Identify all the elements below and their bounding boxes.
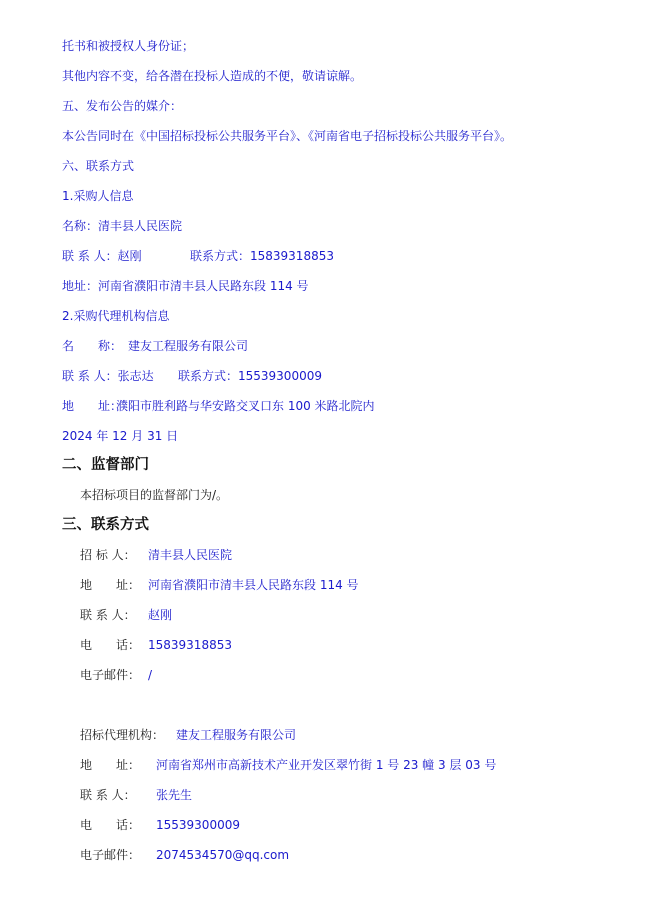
agency-block-name-label: 招标代理机构：: [80, 728, 165, 742]
agency-address-label: 地 址：: [62, 399, 123, 413]
agency-block-phone: 15539300009: [156, 818, 240, 832]
agency-phone: 联系方式：15539300009: [178, 369, 322, 383]
contact-heading: 六、联系方式: [62, 159, 135, 173]
agency-block-address-row: [80, 757, 540, 773]
supervision-text: 本招标项目的监督部门为/。: [80, 488, 229, 502]
purchaser-contact-row: [62, 248, 362, 264]
agency-address-row: [62, 398, 462, 414]
tenderer-address: 河南省濮阳市清丰县人民路东段 114 号: [148, 578, 359, 592]
tenderer-contact-row: [80, 607, 380, 623]
tenderer-email-label: 电子邮件：: [80, 668, 141, 682]
tenderer-phone-label: 电 话：: [80, 638, 141, 652]
agency-block-address-label: 地 址：: [80, 758, 141, 772]
agency-block-name-row: [80, 727, 400, 743]
purchaser-name: 名称：清丰县人民医院: [62, 219, 183, 233]
purchaser-heading: 1.采购人信息: [62, 189, 134, 203]
agency-block-email[interactable]: 2074534570@qq.com: [156, 848, 290, 862]
agency-contact: 联 系 人：张志达: [62, 369, 154, 383]
agency-block-email-row: [80, 847, 380, 863]
purchaser-contact: 联 系 人：赵刚: [62, 249, 142, 263]
agency-block-contact-row: [80, 787, 380, 803]
agency-name-label: 名 称：: [62, 339, 123, 353]
tenderer-email-row: [80, 667, 380, 683]
agency-name: 建友工程服务有限公司: [128, 339, 249, 353]
tenderer-contact: 赵刚: [148, 608, 173, 622]
announcement-date: 2024 年 12 月 31 日: [62, 429, 179, 443]
purchaser-address: 地址：河南省濮阳市清丰县人民路东段 114 号: [62, 279, 309, 293]
tenderer-name-label: 招 标 人：: [80, 548, 136, 562]
agency-block-email-label: 电子邮件：: [80, 848, 141, 862]
authorization-line: 托书和被授权人身份证；: [62, 39, 195, 53]
agency-block-name: 建友工程服务有限公司: [176, 728, 297, 742]
tenderer-contact-label: 联 系 人：: [80, 608, 136, 622]
supervision-heading: 二、监督部门: [62, 457, 149, 473]
contacts-heading: 三、联系方式: [62, 517, 149, 533]
agency-heading: 2.采购代理机构信息: [62, 309, 170, 323]
tenderer-address-row: [80, 577, 400, 593]
agency-block-contact-label: 联 系 人：: [80, 788, 136, 802]
agency-address: 濮阳市胜利路与华安路交叉口东 100 米路北院内: [116, 399, 375, 413]
agency-block-address: 河南省郑州市高新技术产业开发区翠竹街 1 号 23 幢 3 层 03 号: [156, 758, 497, 772]
other-content-line: 其他内容不变，给各潜在投标人造成的不便，敬请谅解。: [62, 69, 363, 83]
tenderer-address-label: 地 址：: [80, 578, 141, 592]
tenderer-email: /: [148, 668, 153, 682]
tenderer-phone: 15839318853: [148, 638, 232, 652]
media-text: 本公告同时在《中国招标投标公共服务平台》、《河南省电子招标投标公共服务平台》。: [62, 129, 513, 143]
agency-contact-row: [62, 368, 362, 384]
agency-block-contact: 张先生: [156, 788, 193, 802]
tenderer-name-row: [80, 547, 380, 563]
agency-block-phone-row: [80, 817, 380, 833]
purchaser-phone: 联系方式：15839318853: [190, 249, 334, 263]
agency-block-phone-label: 电 话：: [80, 818, 141, 832]
agency-name-row: [62, 338, 362, 354]
tenderer-phone-row: [80, 637, 380, 653]
tenderer-name: 清丰县人民医院: [148, 548, 233, 562]
media-heading: 五、发布公告的媒介：: [62, 99, 183, 113]
